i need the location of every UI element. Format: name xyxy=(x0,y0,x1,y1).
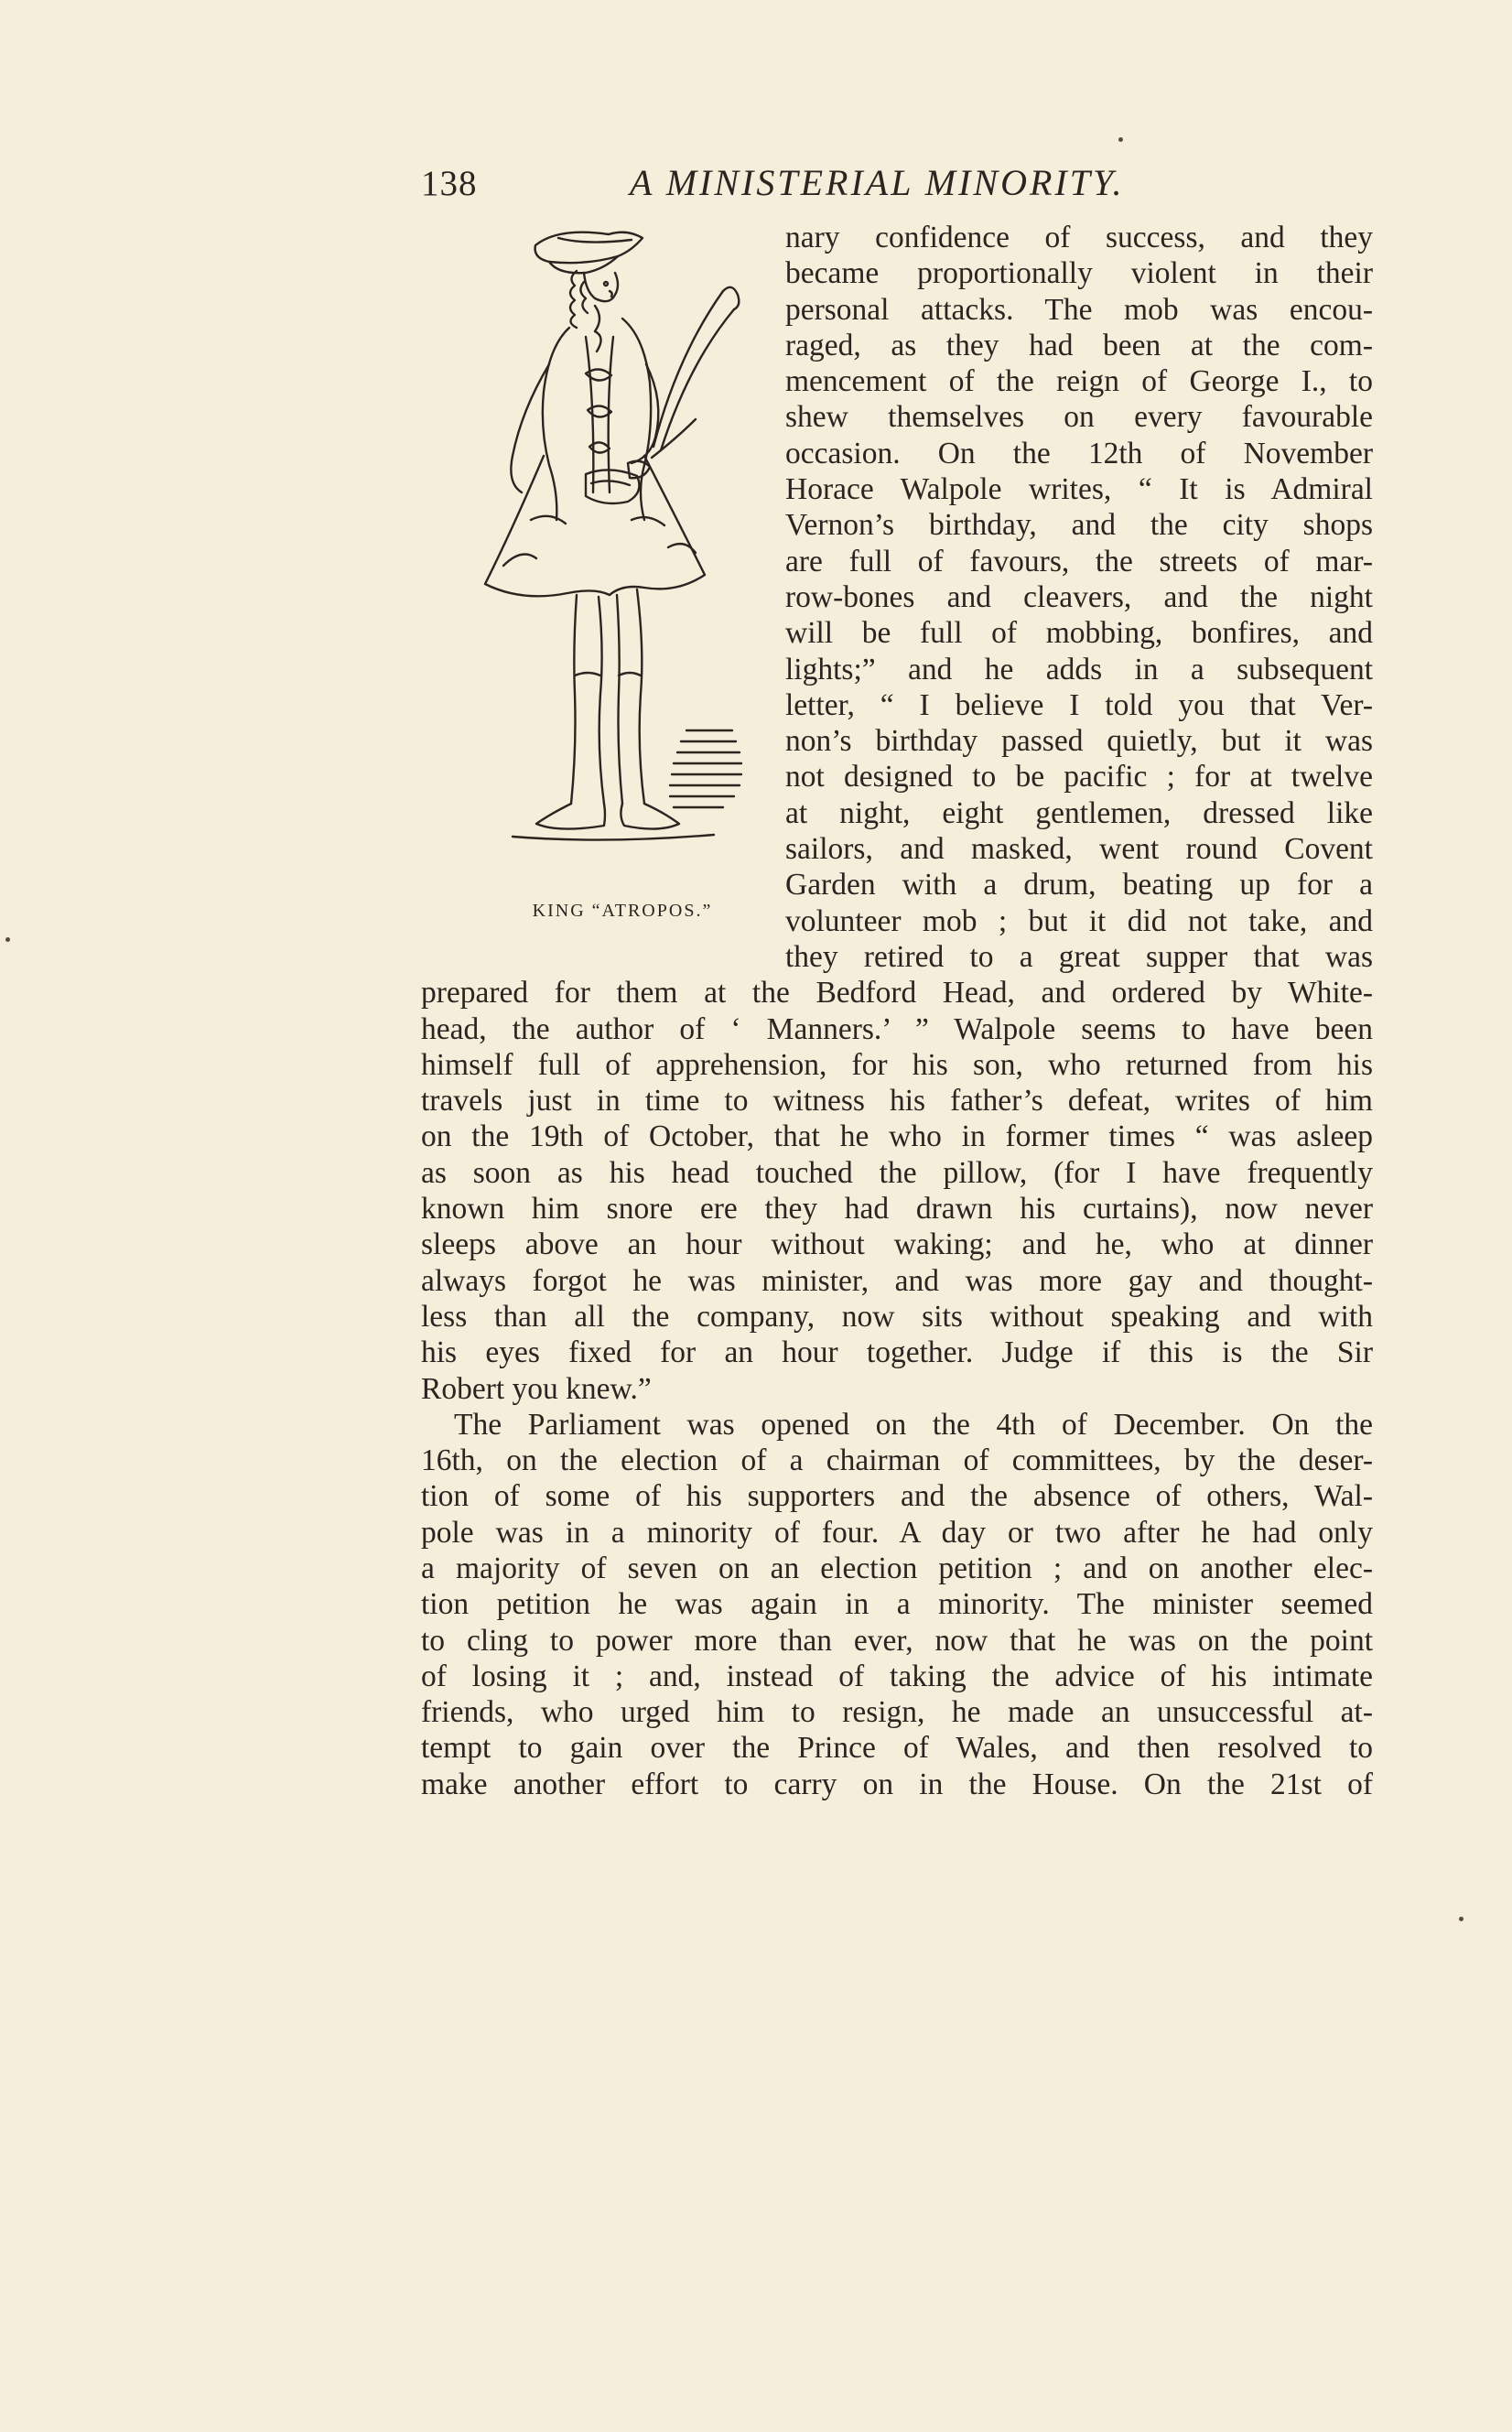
text-line: raged, as they had been at the com- xyxy=(785,328,1373,362)
text-line: Vernon’s birthday, and the city shops xyxy=(785,508,1373,543)
text-line: row-bones and cleavers, and the night xyxy=(785,579,1373,614)
text-line: tempt to gain over the Prince of Wales, and then resolved to xyxy=(421,1731,1373,1766)
text-line: a majority of seven on an election petition ; and on another elec- xyxy=(421,1551,1373,1585)
text-line: at night, eight gentlemen, dressed like xyxy=(785,795,1373,830)
text-line: known him snore ere they had drawn his curtains), now never xyxy=(421,1192,1373,1227)
text-line: became proportionally violent in their xyxy=(785,256,1373,291)
text-line: to cling to power more than ever, now that he was on the point xyxy=(421,1623,1373,1658)
page-number: 138 xyxy=(421,164,478,203)
text-line: they retired to a great supper that was xyxy=(785,939,1373,974)
body-text xyxy=(421,220,1373,1802)
text-line: shew themselves on every favourable xyxy=(785,400,1373,435)
figure-caption: KING “ATROPOS.” xyxy=(532,901,713,921)
text-line: as soon as his head touched the pillow, (for I have frequently xyxy=(421,1155,1373,1190)
text-line: himself full of apprehension, for his son, who returned from his xyxy=(421,1047,1373,1082)
text-line: non’s birthday passed quietly, but it was xyxy=(785,724,1373,759)
running-title: A MINISTERIAL MINORITY. xyxy=(630,162,1125,203)
text-line: on the 19th of October, that he who in former times “ was asleep xyxy=(421,1119,1373,1154)
text-line: are full of favours, the streets of mar- xyxy=(785,544,1373,578)
text-line: head, the author of ‘ Manners.’ ” Walpole seems to have been xyxy=(421,1011,1373,1046)
text-line: friends, who urged him to resign, he made an unsuccessful at- xyxy=(421,1695,1373,1730)
text-line: mencement of the reign of George I., to xyxy=(785,364,1373,399)
ink-speck xyxy=(1118,137,1123,142)
text-line: less than all the company, now sits without speaking and with xyxy=(421,1299,1373,1334)
text-line: sleeps above an hour without waking; and he, who at dinner xyxy=(421,1227,1373,1262)
text-line: lights;” and he adds in a subsequent xyxy=(785,652,1373,686)
text-line: Robert you knew.” xyxy=(421,1371,652,1406)
ink-speck xyxy=(1459,1917,1463,1921)
text-line: tion petition he was again in a minority. The minister seemed xyxy=(421,1587,1373,1622)
ink-speck xyxy=(5,937,10,942)
text-line: The Parliament was opened on the 4th of December. On the xyxy=(454,1407,1373,1442)
text-line: occasion. On the 12th of November xyxy=(785,436,1373,470)
text-line: 16th, on the election of a chairman of committees, by the deser- xyxy=(421,1443,1373,1478)
text-line: letter, “ I believe I told you that Ver- xyxy=(785,687,1373,722)
text-line: will be full of mobbing, bonfires, and xyxy=(785,616,1373,651)
text-line: sailors, and masked, went round Covent xyxy=(785,832,1373,867)
text-line: tion of some of his supporters and the absence of others, Wal- xyxy=(421,1479,1373,1514)
text-line: Horace Walpole writes, “ It is Admiral xyxy=(785,472,1373,507)
text-line: not designed to be pacific ; for at twelve xyxy=(785,760,1373,794)
text-line: travels just in time to witness his father’s defeat, writes of him xyxy=(421,1084,1373,1119)
page-header xyxy=(421,154,1208,218)
text-line: personal attacks. The mob was encou- xyxy=(785,292,1373,327)
text-line: always forgot he was minister, and was more gay and thought- xyxy=(421,1263,1373,1298)
text-line: make another effort to carry on in the House. On the 21st of xyxy=(421,1767,1373,1801)
text-line: of losing it ; and, instead of taking the advice of his intimate xyxy=(421,1659,1373,1693)
text-line: nary confidence of success, and they xyxy=(785,221,1373,254)
text-line: pole was in a minority of four. A day or two after he had only xyxy=(421,1515,1373,1550)
text-line: volunteer mob ; but it did not take, and xyxy=(785,903,1373,938)
text-line: his eyes fixed for an hour together. Judge if this is the Sir xyxy=(421,1335,1373,1370)
text-line: Garden with a drum, beating up for a xyxy=(785,868,1373,903)
text-line: prepared for them at the Bedford Head, and ordered by White- xyxy=(421,976,1373,1011)
